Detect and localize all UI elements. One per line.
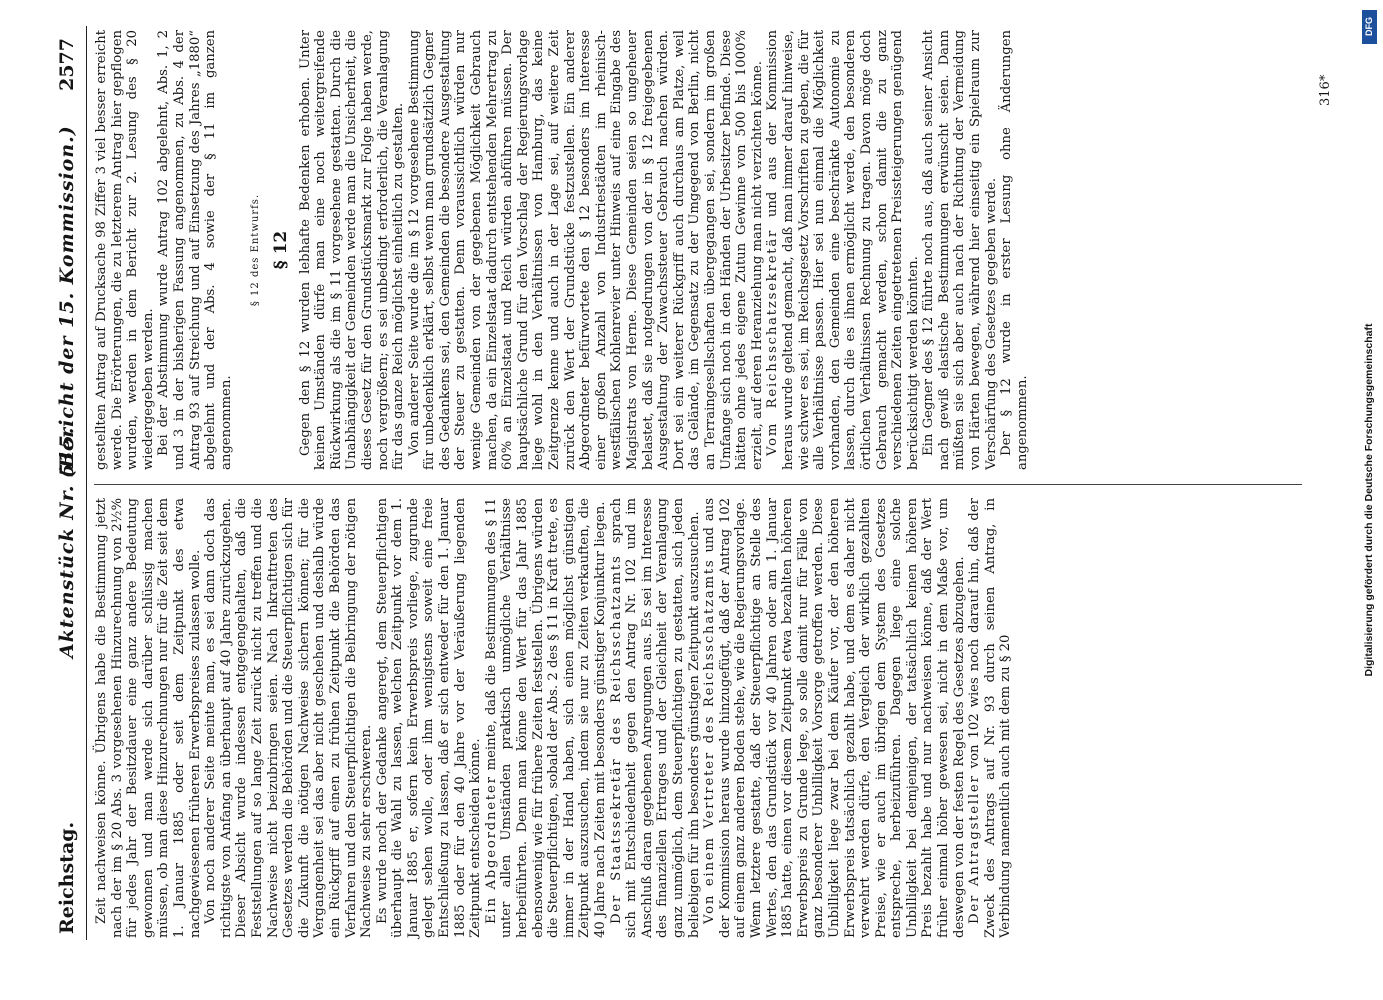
section-subheading: § 12 des Entwurfs. (250, 193, 262, 307)
paragraph (967, 498, 1014, 938)
side-credit-strip (1356, 0, 1383, 1000)
paragraph-lead: Von einem Vertreter des Reichsschatzamts (702, 558, 718, 924)
side-credit-text: Digitalisierung gefördert durch die Deutsche Forschungsgemeinschaft (1363, 323, 1375, 677)
paragraph (702, 498, 967, 938)
paragraph-text: Von noch anderer Seite meinte man, es sei dann doch das richtigste von Anfang an überhaupt auf 40 Jahre zurückzugehen. Dieser Absicht wurde indessen entgegengehalten, daß die Feststellungen auf so lange Zeit zurück nicht zu treffen und die Nachweise nicht beizubringen seien. Nach Inkrafttreten des Gesetzes werden die Behörden und die Steuerpflichtigen sich für die Zukunft die nötigen Nachweise sichern können; für die Vergangenheit sei das aber nicht geschehen und deshalb würde ein Rückgriff auf einen zu frühen Zeitpunkt die Behörden das Verfahren und den Steuerpflichtigen die Beibringung der nötigen Nachweise zu sehr erschweren. (203, 498, 375, 938)
paragraph (999, 30, 1030, 470)
paragraph (156, 30, 234, 470)
paragraph-lead: Der Staatssekretär des Reichsschatzamts (608, 554, 624, 924)
paragraph-text: Es wurde noch der Gedanke angeregt, dem Steuerpflichtigen überhaupt die Wahl zu lassen, welchen Zeitpunkt vor dem 1. Januar 1885 er, sofern kein Erwerbspreis vorliege, zugrunde gelegt sehen wolle, oder ihm wenigstens soweit eine freie Entschließung zu lassen, daß er sich entweder für den 1. Januar 1885 oder für den 40 Jahre vor der Veräußerung liegenden Zeitpunkt entscheiden könne. (374, 498, 484, 938)
paragraph (94, 30, 156, 470)
right-text-column (94, 30, 1030, 470)
paragraph-text: von 102 wies noch darauf hin, daß der Zweck des Antrags auf Nr. 93 durch seinen Antrag, in Verbindung namentlich auch mit dem zu § 20 (967, 498, 1014, 938)
paragraph (609, 498, 703, 938)
paragraph (765, 30, 921, 470)
section-heading: § 12 (270, 230, 291, 270)
paragraph (94, 498, 203, 938)
paragraph-text: und aus der Kommission heraus wurde hinzugefügt, daß der Antrag 102 auf einem ganz anderen Boden stehe, wie die Regierungsvorlage. Wenn letztere gestatte, daß der Steuerpflichtige an Stelle des Wertes, den das Grundstück vor 40 Jahren oder am 1. Januar 1885 hatte, einen vor diesem Zeitpunkt etwa bezahlten höheren Erwerbspreis zu Grunde lege, so solle damit nur für Fälle von ganz besonderer Unbilligkeit Vorsorge getroffen werden. Diese Unbilligkeit liege zwar bei dem Käufer vor, der den höheren Erwerbspreis tatsächlich gezahlt habe, und dem es daher nicht verwehrt werden dürfe, den Vergleich der wirklich gezahlten Preise, wie er auch im übrigen dem System des Gesetzes entspreche, herbeizuführen. Dagegen liege eine solche Unbilligkeit bei demjenigen, der tatsächlich keinen höheren Preis bezahlt habe und nur nachweisen könne, daß der Wert früher einmal höher gewesen sei, nicht in dem Maße vor, um deswegen von der festen Regel des Gesetzes abzugehen. (702, 498, 967, 938)
column-divider (94, 484, 1302, 485)
rotated-page-content (50, 26, 1350, 948)
paragraph-text: Der § 12 wurde in erster Lesung ohne Änderungen angenommen. (999, 30, 1030, 470)
right-column-part-2 (298, 30, 1031, 470)
paragraph-text: Zeit nachweisen könne. Übrigens habe die Bestimmung jetzt nach der im § 20 Abs. 3 vorgesehenen Hinzurechnung von 2½% für jedes Jahr der Besitzdauer eine ganz andere Bedeutung gewonnen und man werde sich darüber schlüssig machen müssen, ob man diese Hinzurechnungen nur für die Zeit seit dem 1. Januar 1885 oder seit dem Zeitpunkt des etwa nachgewiesenen früheren Erwerbspreises zulassen wolle. (94, 498, 203, 938)
paragraph-text: Von anderer Seite wurde die im § 12 vorgesehene Bestimmung für unbedenklich erklärt, selbst wenn man grundsätzlich Gegner des Gedankens sei, den Gemeinden die besondere Ausgestaltung der Steuer zu gestatten. Denn voraussichtlich würden nur wenige Gemeinden von der gegebenen Möglichkeit Gebrauch machen, da ein Einzelstaat dadurch entstehenden Mehrertrag zu 60% an Einzelstaat und Reich würden abführen müssen. Der hauptsächliche Grund für den Vorschlag der Regierungsvorlage liege wohl in den Verhältnissen von Hamburg, das keine Zeitgrenze kenne und auch in der Lage sei, auf weitere Zeit zurück den Wert der Grundstücke festzustellen. Ein anderer Abgeordneter befürwortete den § 12 besonders im Interesse einer großen Anzahl von Industriestädten im rheinisch-westfälischen Kohlenrevier unter Hinweis auf eine Eingabe des Magistrats von Herne. Diese Gemeinden seien so ungeheuer belastet, daß sie notgedrungen von der in § 12 freigegebenen Ausgestaltung der Zuwachssteuer Gebrauch machen würden. Dort sei ein weiterer Rückgriff auch durchaus am Platze, weil das Gelände, im Gegensatz zu der Umgegend von Berlin, nicht an Terraingesellschaften übergegangen sei, sondern im großen Umfange sich noch in den Händen der Urbesitzer befinde. Diese hätten ohne jedes eigene Zutun Gewinne von 500 bis 1000% erzielt, auf deren Heranziehung man nicht verzichten könne. (406, 30, 765, 470)
paragraph (298, 30, 407, 470)
paragraph-lead: Vom Reichsschatzsekretär (765, 228, 781, 456)
right-column-part-1 (94, 30, 234, 470)
paragraph (375, 498, 484, 938)
header-rule (86, 26, 87, 940)
paragraph-text: Gegen den § 12 wurden lebhafte Bedenken erhoben. Unter keinen Umständen dürfe man eine noch weitergreifende Rückwirkung als die im § 11 vorgesehene gestatten. Durch die Unabhängigkeit der Gemeinden werde man die Unsicherheit, die dieses Gesetz für den Grundstücksmarkt zur Folge haben werde, noch vergrößern; es sei unbedingt erforderlich, die Veranlagung für das ganze Reich möglichst einheitlich zu gestalten. (297, 30, 407, 470)
paragraph-text: gestellten Antrag auf Drucksache 98 Ziffer 3 viel besser erreicht werde. Die Erörterungen, die zu letzterem Antrag hier gepflogen wurden, werden in dem Bericht zur 2. Lesung des § 20 wiedergegeben werden. (94, 30, 156, 470)
paragraph-lead: Ein Abgeordneter (483, 775, 499, 924)
footer-signature-mark: 316* (1318, 74, 1333, 106)
paragraph-text: sprach sich mit Entschiedenheit gegen den Antrag Nr. 102 und im Anschluß daran gegebenen Anregungen aus. Es sei im Interesse des finanziellen Ertrages und der Gleichheit der Veranlagung ganz unmöglich, dem Steuerpflichtigen zu gestatten, sich jeden beliebigen für ihn besonders günstigen Zeitpunkt auszusuchen. (608, 498, 702, 938)
header-reichstag: Reichstag. (56, 821, 78, 934)
header-bericht: (Bericht der 15. Kommission.) (56, 125, 78, 478)
paragraph (407, 30, 766, 470)
paragraph-text: Bei der Abstimmung wurde Antrag 102 abgelehnt, Abs. 1, 2 und 3 in der bisherigen Fassung angenommen, zu Abs. 4 der Antrag 93 auf Streichung und auf Einsetzung des Jahres „1880“ abgelehnt und der Abs. 4 sowie der § 11 im ganzen angenommen. (156, 30, 234, 470)
paragraph (484, 498, 609, 938)
left-text-column (94, 498, 1014, 938)
dfg-logo: DFG (1362, 10, 1377, 44)
paragraph-lead: Der Antragsteller (967, 774, 983, 924)
paragraph-text: und aus der Kommission heraus wurde geltend gemacht, daß man immer darauf hinweise, wie schwer es sei, im Reichsgesetz Vorschriften zu geben, die für alle Verhältnisse passen. Hier sei nun einmal die Möglichkeit vorhanden, den Gemeinden eine beschränkte Autonomie zu lassen, durch die es ihnen ermöglicht werde, den besonderen örtlichen Verhältnissen Rechnung zu tragen. Davon möge doch Gebrauch gemacht werden, schon damit die zu ganz verschiedenen Zeiten eingetretenen Preissteigerungen genügend berücksichtigt werden könnten. (765, 30, 921, 470)
page-number: 2577 (56, 38, 78, 91)
paragraph (921, 30, 999, 470)
header-aktenstueck: Aktenstück Nr. 515. (56, 426, 78, 658)
paragraph-text: Ein Gegner des § 12 führte noch aus, daß auch seiner Ansicht nach gewiß elastische Bestimmungen erwünscht seien. Dann müßten sie sich aber auch nach der Richtung der Vermeidung von Härten bewegen, während hier einseitig ein Spielraum zur Verschärfung des Gesetzes gegeben werde. (921, 30, 999, 470)
paragraph (203, 498, 375, 938)
paragraph-text: meinte, daß die Bestimmungen des § 11 unter allen Umständen praktisch unmögliche Verhältnisse herbeiführten. Denn man könne den Wert für das Jahr 1885 ebensowenig wie für frühere Zeiten feststellen. Übrigens würden die Steuerpflichtigen, sobald der Abs. 2 des § 11 in Kraft trete, es immer in der Hand haben, sich einen möglichst günstigen Zeitpunkt auszusuchen, indem sie nur zu Zeiten verkauften, die 40 Jahre nach Zeiten mit besonders günstiger Konjunktur liegen. (483, 498, 608, 938)
